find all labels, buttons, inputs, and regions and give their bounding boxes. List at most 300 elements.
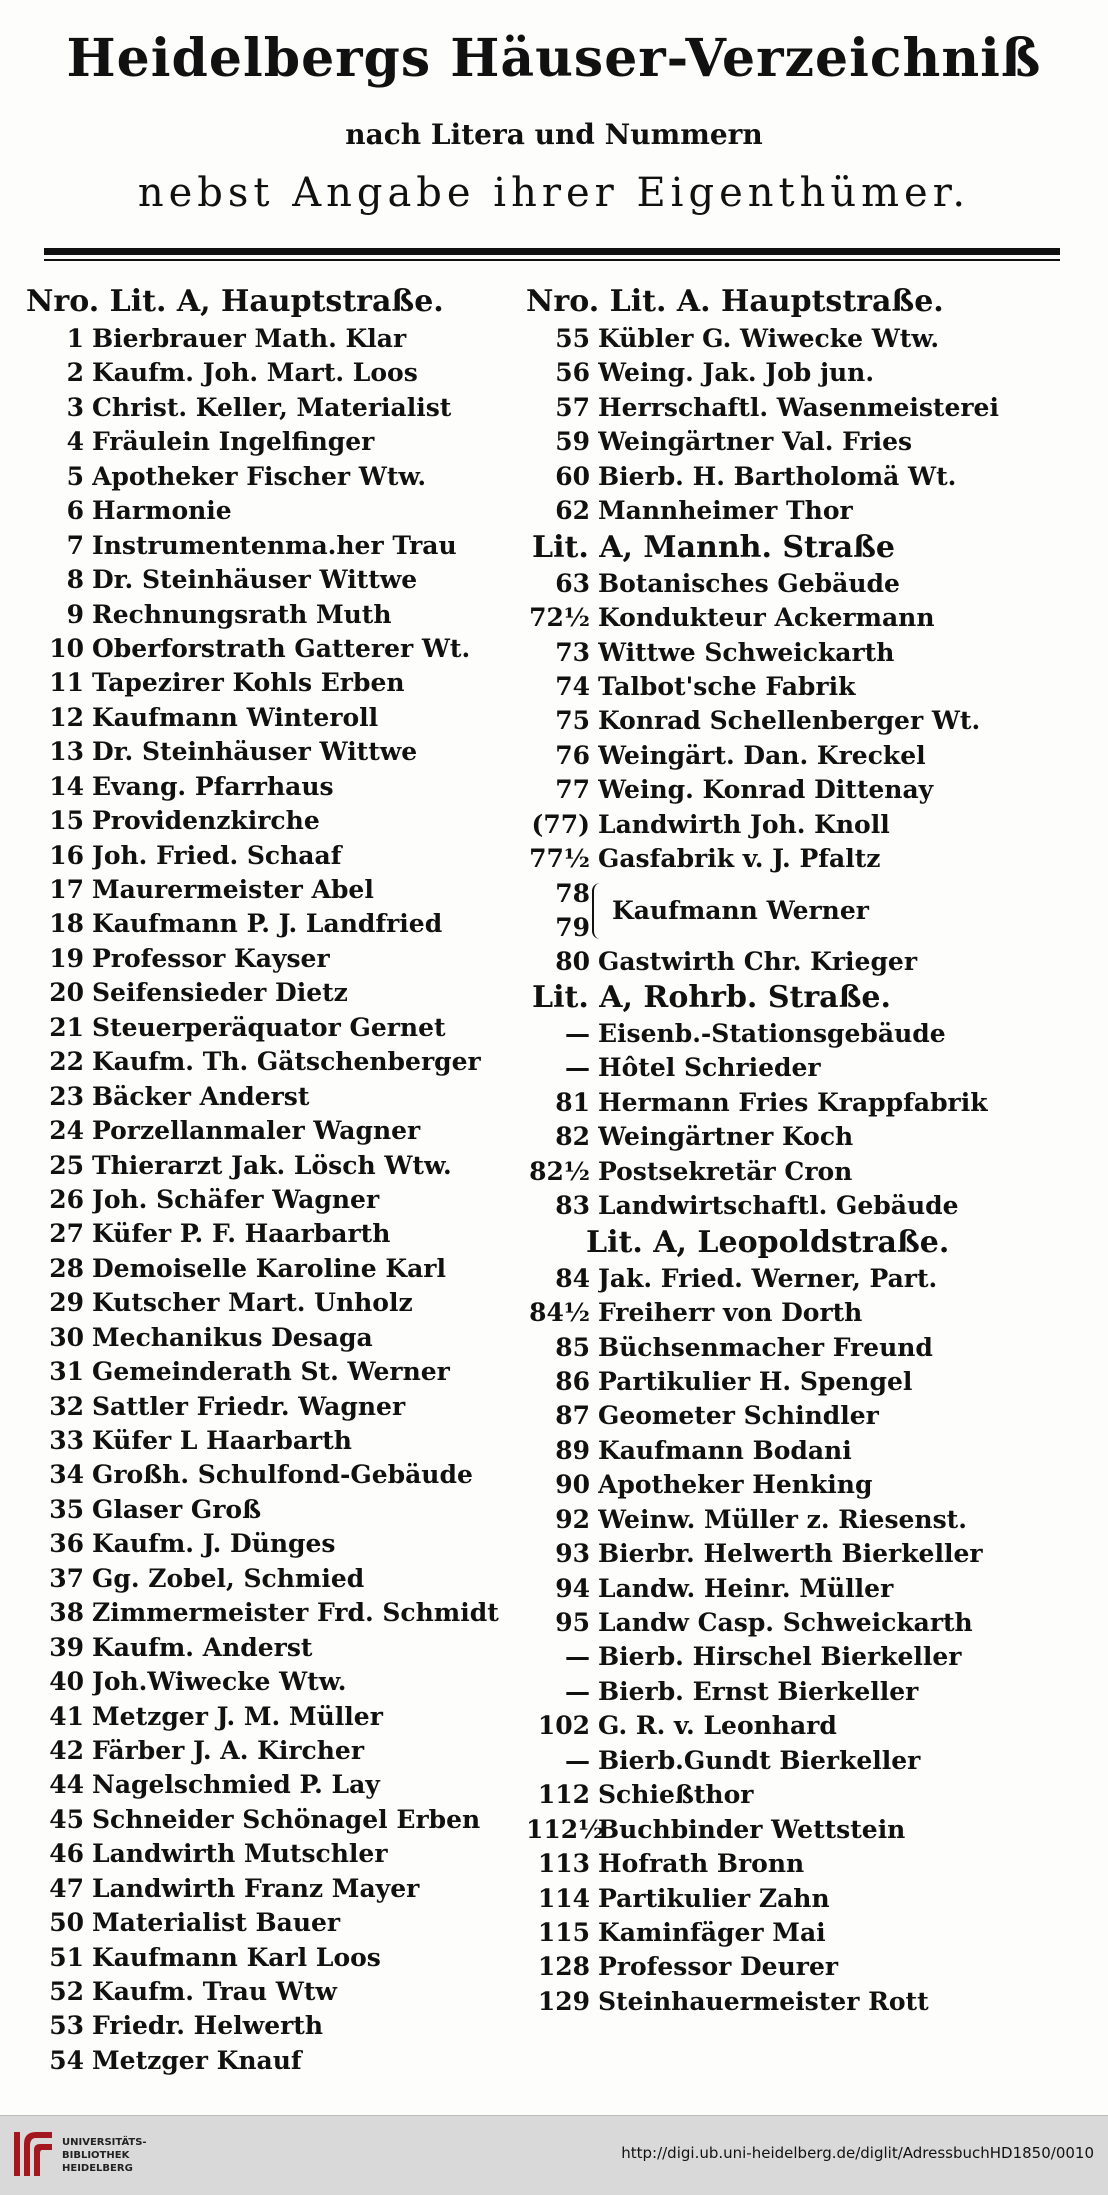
entry-number: 72½: [529, 603, 590, 633]
entry-number: —: [565, 1053, 590, 1083]
entry-name: Materialist Bauer: [92, 1908, 341, 1938]
list-item: [526, 1640, 1086, 1674]
entry-name: Kaufmann Karl Loos: [92, 1942, 381, 1972]
list-item: [26, 1183, 526, 1217]
entry-name: Talbot'sche Fabrik: [598, 671, 856, 701]
list-item: [526, 356, 1086, 390]
list-item: [526, 1813, 1086, 1847]
list-item: [26, 322, 526, 356]
entry-number: 23: [49, 1081, 84, 1111]
entry-number: 90: [555, 1470, 590, 1500]
entry-name: Jak. Fried. Werner, Part.: [598, 1263, 938, 1293]
list-item: [26, 1803, 526, 1837]
list-item: [26, 873, 526, 907]
entry-name: Professor Deurer: [598, 1952, 839, 1982]
list-item: [26, 1872, 526, 1906]
list-item: [26, 701, 526, 735]
entry-number: 39: [49, 1632, 84, 1662]
entry-number: 87: [555, 1401, 590, 1431]
entry-number: 31: [49, 1357, 84, 1387]
list-item: [526, 704, 1086, 738]
entry-number: 53: [49, 2011, 84, 2041]
entry-number: 129: [537, 1986, 590, 2016]
entry-number: 55: [555, 324, 590, 353]
list-item: [526, 1882, 1086, 1916]
footer-bar: [0, 2115, 1108, 2195]
list-item: [526, 1606, 1086, 1640]
entry-name: Harmonie: [92, 496, 232, 526]
list-item: [26, 1596, 526, 1630]
list-item: [26, 666, 526, 700]
entry-name: Seifensieder Dietz: [92, 978, 348, 1008]
entry-number: 92: [555, 1504, 590, 1534]
list-item: [526, 1675, 1086, 1709]
entry-number: —: [565, 1745, 590, 1775]
entry-name: Dr. Steinhäuser Wittwe: [92, 737, 418, 767]
left-column-heading: Nro. Lit. A, Hauptstraße.: [26, 284, 444, 319]
entry-number: 60: [555, 461, 590, 491]
thin-rule: [44, 259, 1060, 261]
list-item: [526, 1537, 1086, 1571]
entry-number: 19: [49, 943, 84, 973]
entry-number: 41: [49, 1701, 84, 1731]
list-item: [26, 425, 526, 459]
list-item: [526, 1950, 1086, 1984]
entry-name: Providenzkirche: [92, 806, 320, 836]
list-item: [26, 942, 526, 976]
entry-number: 115: [537, 1917, 590, 1947]
entry-number: 44: [49, 1770, 84, 1800]
list-item: [526, 739, 1086, 773]
entry-number: 32: [49, 1391, 84, 1421]
entry-name: Evang. Pfarrhaus: [92, 771, 334, 801]
list-item: [26, 1458, 526, 1492]
entry-number: 46: [49, 1839, 84, 1869]
entry-number: 102: [537, 1711, 590, 1741]
entry-number: 51: [49, 1942, 84, 1972]
entry-name: Steinhauermeister Rott: [598, 1986, 929, 2016]
entry-name: Weing. Jak. Job jun.: [598, 358, 875, 388]
list-item: [526, 1399, 1086, 1433]
university-library-logo-icon: [12, 2128, 56, 2180]
entry-name: Dr. Steinhäuser Wittwe: [92, 565, 418, 595]
entry-number: 52: [49, 1977, 84, 2006]
list-item: [26, 976, 526, 1010]
list-item: [26, 632, 526, 666]
entry-number: 12: [49, 702, 84, 732]
entry-name: Herrschaftl. Wasenmeisterei: [598, 392, 999, 422]
list-item: [26, 1217, 526, 1251]
entry-name: Thierarzt Jak. Lösch Wtw.: [92, 1150, 452, 1180]
entry-name: Zimmermeister Frd. Schmidt: [92, 1598, 499, 1628]
library-name-line: BIBLIOTHEK: [62, 2150, 130, 2161]
entry-name: Hermann Fries Krappfabrik: [598, 1087, 988, 1117]
entry-name: Glaser Groß: [92, 1494, 262, 1524]
entry-name: Kaufmann P. J. Landfried: [92, 909, 443, 939]
entry-number: 112: [537, 1780, 590, 1810]
entry-name: Konrad Schellenberger Wt.: [598, 706, 981, 736]
entry-number: 95: [555, 1608, 590, 1637]
entry-name: Kutscher Mart. Unholz: [92, 1288, 413, 1318]
entry-name: Bierb. H. Bartholomä Wt.: [598, 461, 957, 491]
list-item: [26, 356, 526, 390]
entry-name: Landwirtschaftl. Gebäude: [598, 1191, 959, 1221]
list-item: [526, 391, 1086, 425]
entry-name: Kaufm. Trau Wtw: [92, 1977, 337, 2006]
list-item: [526, 1744, 1086, 1778]
entry-name: Oberforstrath Gatterer Wt.: [92, 633, 471, 663]
right-entry-list-leopoldstrasse: [526, 1262, 1086, 2020]
entry-number: 14: [49, 771, 84, 801]
entry-name: Eisenb.-Stationsgebäude: [598, 1019, 946, 1048]
brace-icon: [592, 883, 604, 939]
list-item: [26, 1114, 526, 1148]
entry-number: 36: [49, 1529, 84, 1559]
list-item: [526, 1778, 1086, 1812]
entry-name: Weingärtner Val. Fries: [598, 427, 913, 457]
entry-number: 28: [49, 1253, 84, 1283]
entry-name: Wittwe Schweickarth: [598, 637, 895, 667]
list-item: [526, 1916, 1086, 1950]
entry-name: Geometer Schindler: [598, 1401, 879, 1431]
entry-number: 74: [555, 671, 590, 701]
list-item: [526, 1017, 1086, 1051]
list-item: [26, 770, 526, 804]
entry-name: G. R. v. Leonhard: [598, 1711, 837, 1741]
entry-number: 2: [66, 358, 84, 388]
list-item: [526, 1847, 1086, 1881]
entry-number: 33: [49, 1426, 84, 1455]
entry-name: Joh. Schäfer Wagner: [92, 1184, 380, 1214]
left-entry-list: [26, 322, 526, 2078]
list-item: [526, 1331, 1086, 1365]
list-item: [26, 1941, 526, 1975]
entry-name: Kaufmann Bodani: [598, 1435, 852, 1465]
entry-name: Professor Kayser: [92, 943, 330, 973]
entry-number: 82: [555, 1122, 590, 1152]
entry-name: Demoiselle Karoline Karl: [92, 1253, 446, 1283]
entry-number: 30: [49, 1322, 84, 1352]
entry-name: Gemeinderath St. Werner: [92, 1357, 450, 1387]
list-item: [26, 1631, 526, 1665]
list-item: [26, 460, 526, 494]
entry-name: Küfer L Haarbarth: [92, 1426, 352, 1455]
entry-number: 84: [555, 1263, 590, 1293]
heavy-rule: [44, 248, 1060, 255]
entry-name: Kübler G. Wiwecke Wtw.: [598, 324, 940, 353]
list-item: [26, 804, 526, 838]
entry-number: 3: [66, 392, 84, 422]
list-item: [26, 1286, 526, 1320]
entry-name: Weing. Konrad Dittenay: [598, 775, 934, 805]
entry-number: 15: [49, 806, 84, 836]
entry-number: (77): [531, 809, 590, 839]
list-item: [526, 494, 1086, 528]
entry-name: Großh. Schulfond-Gebäude: [92, 1460, 473, 1490]
entry-name: Hofrath Bronn: [598, 1849, 805, 1879]
list-item: [26, 598, 526, 632]
entry-name: Christ. Keller, Materialist: [92, 392, 452, 422]
entry-number: 20: [49, 978, 84, 1008]
entry-number: 89: [555, 1435, 590, 1465]
left-column: [26, 282, 526, 2078]
entry-name: Weinw. Müller z. Riesenst.: [598, 1504, 967, 1534]
list-item: [26, 1355, 526, 1389]
entry-name: Bierb. Ernst Bierkeller: [598, 1676, 919, 1706]
entry-number: 63: [555, 568, 590, 598]
entry-number: —: [565, 1642, 590, 1672]
entry-name: Joh. Fried. Schaaf: [92, 840, 342, 870]
list-item: [526, 1262, 1086, 1296]
entry-name: Landw Casp. Schweickarth: [598, 1608, 973, 1637]
entry-number: 113: [537, 1849, 590, 1879]
entry-name: Kaufm. J. Dünges: [92, 1529, 336, 1559]
list-item: [526, 1120, 1086, 1154]
list-item: [26, 1321, 526, 1355]
list-item: [26, 1700, 526, 1734]
right-column: [526, 282, 1086, 2019]
entry-name: Apotheker Henking: [598, 1470, 873, 1500]
entry-number: 94: [555, 1573, 590, 1603]
list-item: [526, 636, 1086, 670]
entry-name: Weingärt. Dan. Kreckel: [598, 740, 926, 770]
list-item: [26, 563, 526, 597]
entry-name: Mannheimer Thor: [598, 496, 853, 526]
right-entry-list-rohrbacher: [526, 1017, 1086, 1224]
entry-name: Färber J. A. Kircher: [92, 1735, 364, 1765]
entry-number: 93: [555, 1539, 590, 1569]
entry-number: 75: [555, 706, 590, 736]
list-item: [26, 1665, 526, 1699]
library-name-line: UNIVERSITÄTS-: [62, 2137, 147, 2148]
entry-number: 29: [49, 1288, 84, 1318]
list-item: [526, 1051, 1086, 1085]
list-item: [526, 601, 1086, 635]
entry-name: Landwirth Mutschler: [92, 1839, 388, 1869]
entry-name: Partikulier H. Spengel: [598, 1366, 913, 1396]
list-item: [526, 1503, 1086, 1537]
list-item: [26, 1011, 526, 1045]
entry-number: 47: [49, 1873, 84, 1903]
right-entry-list-mannheimer: [526, 567, 1086, 877]
entry-number: —: [565, 1676, 590, 1706]
entry-name: Landwirth Franz Mayer: [92, 1873, 420, 1903]
entry-name: Gasfabrik v. J. Pfaltz: [598, 844, 881, 874]
list-item: [26, 2044, 526, 2078]
entry-name: Metzger J. M. Müller: [92, 1701, 383, 1731]
entry-name: Rechnungsrath Muth: [92, 599, 392, 629]
entry-number: 16: [49, 840, 84, 870]
list-item: [26, 1975, 526, 2009]
entry-number: 1: [66, 324, 84, 353]
entry-number: 38: [49, 1598, 84, 1628]
list-item: [26, 1527, 526, 1561]
entry-name: Bäcker Anderst: [92, 1081, 310, 1111]
entry-name: Gg. Zobel, Schmied: [92, 1563, 365, 1593]
entry-name: Hôtel Schrieder: [598, 1053, 821, 1083]
list-item: [26, 1424, 526, 1458]
list-item: [26, 1734, 526, 1768]
entry-name: Bierbrauer Math. Klar: [92, 324, 407, 353]
entry-name: Kaminfäger Mai: [598, 1917, 826, 1947]
list-item: [26, 907, 526, 941]
list-item: [26, 1045, 526, 1079]
entry-name: Büchsenmacher Freund: [598, 1332, 933, 1362]
list-item: [526, 1155, 1086, 1189]
entry-number: 27: [49, 1219, 84, 1249]
list-item: [26, 391, 526, 425]
entry-number: 79: [555, 912, 590, 942]
entry-number: 112½: [526, 1814, 605, 1844]
entry-number: 26: [49, 1184, 84, 1214]
entry-number: 21: [49, 1012, 84, 1042]
entry-name: Fräulein Ingelfinger: [92, 427, 375, 457]
entry-number: 10: [49, 633, 84, 663]
list-item: [26, 1768, 526, 1802]
entry-name: Postsekretär Cron: [598, 1156, 853, 1186]
entry-number: 77½: [529, 844, 590, 874]
entry-number: 83: [555, 1191, 590, 1221]
entry-number: 34: [49, 1460, 84, 1490]
entry-name: Porzellanmaler Wagner: [92, 1116, 421, 1146]
list-item: [26, 1390, 526, 1424]
entry-number: 22: [49, 1047, 84, 1077]
entry-name: Landwirth Joh. Knoll: [598, 809, 890, 839]
entry-name: Schneider Schönagel Erben: [92, 1804, 481, 1834]
entry-name: Tapezirer Kohls Erben: [92, 668, 405, 698]
entry-number: 73: [555, 637, 590, 667]
list-item: [26, 1252, 526, 1286]
page-title: Heidelbergs Häuser-Verzeichniß: [66, 28, 1042, 89]
entry-number: 86: [555, 1366, 590, 1396]
entry-number: 78: [555, 878, 590, 908]
entry-group-78-79: [526, 877, 1086, 945]
library-name-line: HEIDELBERG: [62, 2163, 133, 2174]
list-item: [526, 1709, 1086, 1743]
entry-number: 7: [66, 530, 84, 560]
entry-number: 76: [555, 740, 590, 770]
entry-number: 18: [49, 909, 84, 939]
list-item: [526, 1189, 1086, 1223]
list-item: [526, 1985, 1086, 2019]
entry-name: Mechanikus Desaga: [92, 1322, 373, 1352]
entry-name: Bierbr. Helwerth Bierkeller: [598, 1539, 983, 1569]
section-heading-mannheimer-strasse: Lit. A, Mannh. Straße: [532, 529, 896, 565]
entry-number: 11: [49, 668, 84, 698]
list-item: [26, 529, 526, 563]
list-item: [526, 1468, 1086, 1502]
entry-name: Schießthor: [598, 1780, 754, 1810]
entry-name: Kaufm. Joh. Mart. Loos: [92, 358, 418, 388]
entry-number: 85: [555, 1332, 590, 1362]
list-item: [526, 460, 1086, 494]
entry-number: 8: [66, 565, 84, 595]
list-item: [526, 1365, 1086, 1399]
list-item: [26, 1837, 526, 1871]
library-name: [62, 2136, 147, 2175]
entry-number: 57: [555, 392, 590, 422]
entry-number: 25: [49, 1150, 84, 1180]
entry-name: Freiherr von Dorth: [598, 1298, 863, 1328]
entry-name: Kaufm. Th. Gätschenberger: [92, 1047, 481, 1077]
source-url[interactable]: http://digi.ub.uni-heidelberg.de/diglit/AdressbuchHD1850/0010: [621, 2144, 1094, 2162]
list-item: [26, 1080, 526, 1114]
entry-name: Buchbinder Wettstein: [598, 1814, 906, 1844]
entry-number: 17: [49, 875, 84, 904]
list-item: [526, 808, 1086, 842]
entry-number: 45: [49, 1804, 84, 1834]
entry-number: 24: [49, 1116, 84, 1146]
list-item: [26, 1493, 526, 1527]
entry-name: Kondukteur Ackermann: [598, 603, 935, 633]
entry-number: 42: [49, 1735, 84, 1765]
list-item: [526, 567, 1086, 601]
list-item: [526, 842, 1086, 876]
entry-name: Sattler Friedr. Wagner: [92, 1391, 406, 1421]
entry-name: Instrumentenma.her Trau: [92, 530, 457, 560]
section-heading-rohrbacher-strasse: Lit. A, Rohrb. Straße.: [532, 980, 891, 1015]
section-heading-leopoldstrasse: Lit. A, Leopoldstraße.: [586, 1224, 950, 1260]
entry-name: Friedr. Helwerth: [92, 2011, 323, 2041]
entry-number: 37: [49, 1563, 84, 1593]
entry-number: 6: [66, 496, 84, 526]
entry-name: Maurermeister Abel: [92, 875, 374, 904]
entry-name: Apotheker Fischer Wtw.: [92, 461, 427, 491]
list-item: [26, 839, 526, 873]
entry-name: Joh.Wiwecke Wtw.: [92, 1667, 347, 1697]
group-numbers: [526, 877, 592, 945]
entry-number: 56: [555, 358, 590, 388]
page-subtitle-2: nebst Angabe ihrer Eigenthümer.: [137, 170, 971, 216]
entry-number: 82½: [529, 1156, 590, 1186]
entry-name: Gastwirth Chr. Krieger: [598, 946, 918, 976]
entry-number: 77: [555, 775, 590, 805]
entry-number: 5: [66, 461, 84, 491]
entry-name: Küfer P. F. Haarbarth: [92, 1219, 391, 1249]
list-item: [26, 1562, 526, 1596]
list-item: [526, 1572, 1086, 1606]
list-item: [26, 1906, 526, 1940]
entry-number: 59: [555, 427, 590, 457]
entry-number: 80: [555, 946, 590, 976]
list-item: [26, 494, 526, 528]
entry-number: 9: [66, 599, 84, 629]
entry-number: 114: [537, 1883, 590, 1913]
entry-number: 84½: [529, 1298, 590, 1328]
entry-name: Weingärtner Koch: [598, 1122, 854, 1152]
entry-name: Bierb.Gundt Bierkeller: [598, 1745, 921, 1775]
entry-number: 54: [49, 2045, 84, 2075]
entry-number: 40: [49, 1667, 84, 1697]
entry-name: Steuerperäquator Gernet: [92, 1012, 446, 1042]
entry-name: Kaufmann Werner: [612, 896, 869, 926]
list-item: [526, 322, 1086, 356]
list-item: [526, 773, 1086, 807]
entry-name: Kaufm. Anderst: [92, 1632, 313, 1662]
entry-name: Metzger Knauf: [92, 2045, 302, 2075]
right-column-heading: Nro. Lit. A. Hauptstraße.: [526, 284, 944, 319]
entry-number: 13: [49, 737, 84, 767]
list-item: [26, 2009, 526, 2043]
entry-number: 50: [49, 1908, 84, 1938]
entry-number: 128: [537, 1952, 590, 1982]
list-item: [26, 1149, 526, 1183]
entry-number: —: [565, 1019, 590, 1048]
entry-name: Botanisches Gebäude: [598, 568, 900, 598]
right-entry-list-mannheimer-end: [526, 945, 1086, 979]
entry-number: 4: [66, 427, 84, 457]
entry-number: 35: [49, 1494, 84, 1524]
